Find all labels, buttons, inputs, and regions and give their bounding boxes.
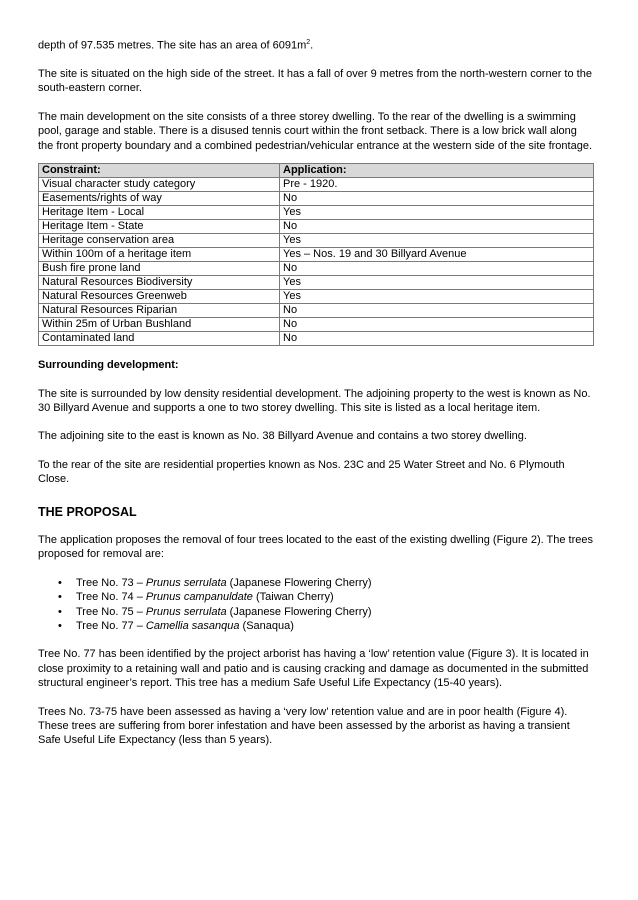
table-row bbox=[39, 318, 594, 332]
tree-species: Camellia sasanqua bbox=[145, 619, 240, 632]
application-cell: No bbox=[280, 262, 594, 276]
proposal-intro-paragraph: The application proposes the removal of four trees located to the east of the existing dwelling (Figure 2). The trees proposed for removal are: bbox=[38, 533, 593, 561]
main-development-paragraph: The main development on the site consists of a three storey dwelling. To the rear of the dwelling is a swimming pool, garage and stable. There is a disused tennis court within the front setback. There is a low brick wall along the front property boundary and a combined pedestrian/vehicular entrance at the western side of the site frontage. bbox=[38, 110, 593, 152]
table-row bbox=[39, 262, 594, 276]
list-item bbox=[76, 576, 594, 590]
application-column-header: Application: bbox=[280, 164, 594, 178]
list-item bbox=[76, 590, 594, 604]
tree-common-name: (Japanese Flowering Cherry) bbox=[226, 576, 372, 589]
constraint-cell: Contaminated land bbox=[39, 332, 280, 346]
table-row bbox=[39, 276, 594, 290]
trees-73-75-paragraph: Trees No. 73-75 have been assessed as having a ‘very low’ retention value and are in poor health (Figure 4). These trees are suffering from borer infestation and have been assessed by the arborist as having a transient Safe Useful Life Expectancy (less than 5 years). bbox=[38, 705, 570, 747]
application-cell: Yes bbox=[280, 290, 594, 304]
application-cell: No bbox=[280, 220, 594, 234]
table-row bbox=[39, 206, 594, 220]
table-row bbox=[39, 178, 594, 192]
constraint-cell: Within 100m of a heritage item bbox=[39, 248, 280, 262]
list-item bbox=[76, 619, 594, 633]
application-cell: No bbox=[280, 332, 594, 346]
constraint-cell: Visual character study category bbox=[39, 178, 280, 192]
tree-number: Tree No. 75 – bbox=[76, 605, 146, 618]
constraint-cell: Heritage conservation area bbox=[39, 234, 280, 248]
area-superscript: 2 bbox=[306, 39, 311, 46]
constraint-cell: Natural Resources Greenweb bbox=[39, 290, 280, 304]
application-cell: No bbox=[280, 304, 594, 318]
constraint-cell: Heritage Item - Local bbox=[39, 206, 280, 220]
tree-common-name: (Taiwan Cherry) bbox=[252, 591, 334, 604]
constraint-cell: Bush fire prone land bbox=[39, 262, 280, 276]
trees-list bbox=[38, 576, 594, 634]
list-item bbox=[76, 605, 594, 619]
site-area-paragraph bbox=[38, 36, 594, 53]
table-row bbox=[39, 192, 594, 206]
tree-number: Tree No. 74 – bbox=[76, 591, 146, 604]
application-cell: No bbox=[280, 192, 594, 206]
tree-species: Prunus serrulata bbox=[145, 576, 227, 589]
table-row bbox=[39, 290, 594, 304]
surrounding-paragraph-east: The adjoining site to the east is known as No. 38 Billyard Avenue and contains a two storey dwelling. bbox=[38, 430, 527, 443]
application-cell: Pre - 1920. bbox=[280, 178, 594, 192]
constraint-cell: Within 25m of Urban Bushland bbox=[39, 318, 280, 332]
document-page bbox=[38, 36, 594, 748]
tree-number: Tree No. 73 – bbox=[76, 576, 146, 589]
table-row bbox=[39, 248, 594, 262]
constraint-cell: Heritage Item - State bbox=[39, 220, 280, 234]
site-area-end: . bbox=[310, 39, 314, 52]
surrounding-development-heading: Surrounding development: bbox=[38, 359, 179, 372]
surrounding-paragraph-west: The site is surrounded by low density residential development. The adjoining property to the west is known as No. 30 Billyard Avenue and supports a one to two storey dwelling. This site is listed as a local heritage item. bbox=[38, 387, 591, 414]
table-row bbox=[39, 220, 594, 234]
constraint-cell: Natural Resources Riparian bbox=[39, 304, 280, 318]
table-row bbox=[39, 332, 594, 346]
tree-species: Prunus serrulata bbox=[145, 605, 227, 618]
table-header-row bbox=[39, 164, 594, 178]
table-row bbox=[39, 234, 594, 248]
surrounding-paragraph-rear: To the rear of the site are residential properties known as Nos. 23C and 25 Water Street and No. 6 Plymouth Close. bbox=[38, 458, 565, 486]
application-cell: Yes bbox=[280, 234, 594, 248]
tree-common-name: (Sanaqua) bbox=[239, 619, 294, 632]
site-fall-paragraph: The site is situated on the high side of the street. It has a fall of over 9 metres from the north-western corner to the south-eastern corner. bbox=[38, 68, 592, 95]
tree-common-name: (Japanese Flowering Cherry) bbox=[226, 605, 372, 618]
application-cell: Yes bbox=[280, 276, 594, 290]
tree-number: Tree No. 77 – bbox=[76, 619, 146, 632]
tree-77-paragraph: Tree No. 77 has been identified by the project arborist has having a ‘low’ retention value (Figure 3). It is located in close proximity to a retaining wall and patio and is causing cracking and damage as documented in the submitted structural engineer’s report. This tree has a medium Safe Useful Life Expectancy (15-40 years). bbox=[38, 648, 589, 690]
proposal-heading: THE PROPOSAL bbox=[38, 504, 137, 519]
constraints-table bbox=[38, 163, 594, 346]
constraint-cell: Easements/rights of way bbox=[39, 192, 280, 206]
application-cell: No bbox=[280, 318, 594, 332]
tree-species: Prunus campanuldate bbox=[145, 591, 253, 604]
constraint-cell: Natural Resources Biodiversity bbox=[39, 276, 280, 290]
site-area-text: depth of 97.535 metres. The site has an area of 6091m bbox=[38, 39, 307, 52]
application-cell: Yes – Nos. 19 and 30 Billyard Avenue bbox=[280, 248, 594, 262]
table-row bbox=[39, 304, 594, 318]
application-cell: Yes bbox=[280, 206, 594, 220]
constraint-column-header: Constraint: bbox=[39, 164, 280, 178]
